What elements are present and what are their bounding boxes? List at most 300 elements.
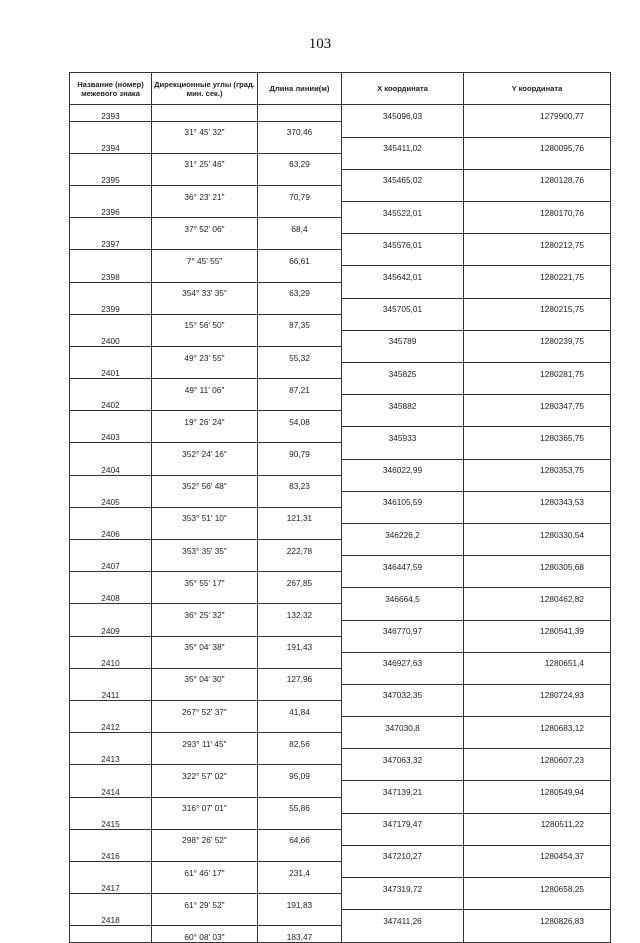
- header-length: Длина линии(м): [258, 73, 342, 105]
- table-row-segment: [70, 572, 611, 588]
- header-x: X координата: [342, 73, 464, 105]
- boundary-coordinates-table: [69, 72, 611, 943]
- x-coordinate-cell: 347063,32: [342, 749, 464, 765]
- x-empty-cell: [342, 668, 464, 684]
- name-empty-cell: [70, 282, 152, 298]
- angle-empty-cell: [152, 652, 258, 668]
- table-row-point: [70, 523, 611, 539]
- line-length-cell: 267,85: [258, 572, 342, 588]
- x-empty-cell: [342, 153, 464, 169]
- direction-angle-cell: 60° 08' 03": [152, 926, 258, 943]
- y-empty-cell: [464, 443, 611, 459]
- direction-angle-cell: 322° 57' 02": [152, 765, 258, 781]
- x-coordinate-cell: 346105,59: [342, 491, 464, 507]
- y-empty-cell: [464, 282, 611, 298]
- y-empty-cell: [464, 829, 611, 845]
- line-length-cell: 90,79: [258, 443, 342, 459]
- marker-name-cell: 2416: [70, 845, 152, 861]
- table-row-segment: [70, 250, 611, 266]
- table-row-segment: [70, 185, 611, 201]
- x-coordinate-cell: 347139,21: [342, 781, 464, 797]
- length-empty-cell: [258, 234, 342, 250]
- x-coordinate-cell: 345882: [342, 395, 464, 411]
- y-empty-cell: [464, 314, 611, 330]
- y-coordinate-cell: 1279900,77: [464, 105, 611, 122]
- angle-empty-cell: [152, 620, 258, 636]
- x-coordinate-cell: 347179,47: [342, 813, 464, 829]
- x-empty-cell: [342, 926, 464, 943]
- marker-name-cell: 2404: [70, 459, 152, 475]
- length-empty-cell: [258, 427, 342, 443]
- length-empty-cell: [258, 588, 342, 604]
- line-length-cell: 87,21: [258, 379, 342, 395]
- marker-name-cell: 2400: [70, 330, 152, 346]
- y-coordinate-cell: 1280462,82: [464, 588, 611, 604]
- length-empty-cell: [258, 684, 342, 700]
- length-empty-cell: [258, 395, 342, 411]
- x-empty-cell: [342, 797, 464, 813]
- direction-angle-cell: 267° 52' 37": [152, 700, 258, 716]
- y-coordinate-cell: 1280330,54: [464, 523, 611, 539]
- x-empty-cell: [342, 250, 464, 266]
- table-row-point: [70, 427, 611, 443]
- name-empty-cell: [70, 636, 152, 652]
- marker-name-cell: 2406: [70, 523, 152, 539]
- x-empty-cell: [342, 700, 464, 716]
- name-empty-cell: [70, 700, 152, 716]
- table-row-segment: [70, 218, 611, 234]
- marker-name-cell: 2394: [70, 137, 152, 153]
- direction-angle-cell: 353° 35' 35": [152, 540, 258, 556]
- direction-angle-cell: 352° 24' 16": [152, 443, 258, 459]
- direction-angle-cell: 31° 45' 32": [152, 121, 258, 137]
- y-coordinate-cell: 1280221,75: [464, 266, 611, 282]
- table-row-segment: [70, 733, 611, 749]
- y-coordinate-cell: 1280607,23: [464, 749, 611, 765]
- y-coordinate-cell: 1280826,83: [464, 910, 611, 926]
- line-length-cell: 66,61: [258, 250, 342, 266]
- y-coordinate-cell: 1280281,75: [464, 363, 611, 379]
- marker-name-cell: 2397: [70, 234, 152, 250]
- line-length-cell: 370,46: [258, 121, 342, 137]
- length-empty-cell: [258, 523, 342, 539]
- name-empty-cell: [70, 894, 152, 910]
- angle-empty-cell: [152, 878, 258, 894]
- table-row-point: [70, 910, 611, 926]
- header-y: Y координата: [464, 73, 611, 105]
- marker-name-cell: 2407: [70, 556, 152, 572]
- table-row-point: [70, 652, 611, 668]
- y-coordinate-cell: 1280305,68: [464, 556, 611, 572]
- x-empty-cell: [342, 314, 464, 330]
- name-empty-cell: [70, 411, 152, 427]
- x-empty-cell: [342, 540, 464, 556]
- table-row-point: [70, 137, 611, 153]
- table-row-segment: [70, 314, 611, 330]
- angle-empty-cell: [152, 491, 258, 507]
- table-row-point: [70, 266, 611, 282]
- table-row-point: [70, 169, 611, 185]
- x-coordinate-cell: 345705,01: [342, 298, 464, 314]
- table-row-segment: [70, 153, 611, 169]
- table-row-point: [70, 749, 611, 765]
- marker-name-cell: 2412: [70, 717, 152, 733]
- length-empty-cell: [258, 169, 342, 185]
- table-row-point: [70, 684, 611, 700]
- angle-empty-cell: [152, 459, 258, 475]
- length-empty-cell: [258, 363, 342, 379]
- direction-angle-cell: 293° 11' 45": [152, 733, 258, 749]
- line-length-cell: 63,29: [258, 153, 342, 169]
- name-empty-cell: [70, 121, 152, 137]
- name-empty-cell: [70, 540, 152, 556]
- name-empty-cell: [70, 668, 152, 684]
- length-empty-cell: [258, 813, 342, 829]
- table-row-point: [70, 395, 611, 411]
- direction-angle-cell: 49° 23' 55": [152, 346, 258, 362]
- x-coordinate-cell: 346447,59: [342, 556, 464, 572]
- length-empty-cell: [258, 749, 342, 765]
- length-empty-cell: [258, 266, 342, 282]
- name-empty-cell: [70, 443, 152, 459]
- x-empty-cell: [342, 861, 464, 877]
- angle-empty-cell: [152, 202, 258, 218]
- table-header-row: [70, 73, 611, 105]
- angle-empty-cell: [152, 266, 258, 282]
- x-empty-cell: [342, 733, 464, 749]
- y-empty-cell: [464, 121, 611, 137]
- x-coordinate-cell: 345642,01: [342, 266, 464, 282]
- marker-name-cell: 2399: [70, 298, 152, 314]
- x-coordinate-cell: 345825: [342, 363, 464, 379]
- table-row-segment: [70, 443, 611, 459]
- direction-angle-cell: 49° 11' 06": [152, 379, 258, 395]
- x-empty-cell: [342, 894, 464, 910]
- direction-angle-cell: 61° 46' 17": [152, 861, 258, 877]
- table-row-segment: [70, 668, 611, 684]
- direction-angle-cell: 19° 26' 24": [152, 411, 258, 427]
- direction-angle-cell: 35° 04' 38": [152, 636, 258, 652]
- x-coordinate-cell: 345576,01: [342, 234, 464, 250]
- marker-name-cell: 2415: [70, 813, 152, 829]
- table-row-segment: [70, 346, 611, 362]
- angle-empty-cell: [152, 717, 258, 733]
- line-length-cell: 127,96: [258, 668, 342, 684]
- table-row-point: [70, 234, 611, 250]
- x-empty-cell: [342, 346, 464, 362]
- line-length-cell: 95,09: [258, 765, 342, 781]
- x-coordinate-cell: 347319,72: [342, 878, 464, 894]
- line-length-cell: 55,32: [258, 346, 342, 362]
- angle-empty-cell: [152, 105, 258, 122]
- line-length-cell: 222,78: [258, 540, 342, 556]
- direction-angle-cell: 36° 25' 32": [152, 604, 258, 620]
- name-empty-cell: [70, 218, 152, 234]
- name-empty-cell: [70, 346, 152, 362]
- y-coordinate-cell: 1280651,4: [464, 652, 611, 668]
- name-empty-cell: [70, 572, 152, 588]
- y-empty-cell: [464, 894, 611, 910]
- x-empty-cell: [342, 507, 464, 523]
- x-coordinate-cell: 345096,03: [342, 105, 464, 122]
- angle-empty-cell: [152, 749, 258, 765]
- table-row-point: [70, 813, 611, 829]
- y-empty-cell: [464, 153, 611, 169]
- y-empty-cell: [464, 250, 611, 266]
- name-empty-cell: [70, 153, 152, 169]
- y-empty-cell: [464, 507, 611, 523]
- x-coordinate-cell: 347210,27: [342, 845, 464, 861]
- name-empty-cell: [70, 185, 152, 201]
- name-empty-cell: [70, 379, 152, 395]
- table-row-segment: [70, 379, 611, 395]
- table-row-point: [70, 330, 611, 346]
- table-row-segment: [70, 894, 611, 910]
- marker-name-cell: 2417: [70, 878, 152, 894]
- name-empty-cell: [70, 250, 152, 266]
- table-row-point: [70, 459, 611, 475]
- header-angle: Дирекционные углы (град. мин. сек.): [152, 73, 258, 105]
- angle-empty-cell: [152, 523, 258, 539]
- table-row-point: [70, 845, 611, 861]
- table-row-segment: [70, 540, 611, 556]
- y-empty-cell: [464, 346, 611, 362]
- y-coordinate-cell: 1280365,75: [464, 427, 611, 443]
- table-row-segment: [70, 926, 611, 943]
- y-coordinate-cell: 1280128,76: [464, 169, 611, 185]
- line-length-cell: 191,43: [258, 636, 342, 652]
- direction-angle-cell: 316° 07' 01": [152, 797, 258, 813]
- header-name: Название (номер) межевого знака: [70, 73, 152, 105]
- table-row-point: [70, 878, 611, 894]
- marker-name-cell: 2393: [70, 105, 152, 122]
- y-empty-cell: [464, 765, 611, 781]
- line-length-cell: 83,23: [258, 475, 342, 491]
- direction-angle-cell: 352° 56' 48": [152, 475, 258, 491]
- angle-empty-cell: [152, 234, 258, 250]
- y-coordinate-cell: 1280724,93: [464, 684, 611, 700]
- y-empty-cell: [464, 379, 611, 395]
- marker-name-cell: 2409: [70, 620, 152, 636]
- table-row-segment: [70, 475, 611, 491]
- x-coordinate-cell: 347032,35: [342, 684, 464, 700]
- x-empty-cell: [342, 604, 464, 620]
- x-coordinate-cell: 346226,2: [342, 523, 464, 539]
- marker-name-cell: 2402: [70, 395, 152, 411]
- length-empty-cell: [258, 781, 342, 797]
- y-empty-cell: [464, 604, 611, 620]
- x-empty-cell: [342, 411, 464, 427]
- direction-angle-cell: 61° 29' 52": [152, 894, 258, 910]
- x-coordinate-cell: 347030,8: [342, 717, 464, 733]
- length-empty-cell: [258, 845, 342, 861]
- line-length-cell: 55,86: [258, 797, 342, 813]
- y-empty-cell: [464, 411, 611, 427]
- x-coordinate-cell: 345411,02: [342, 137, 464, 153]
- table-row-segment: [70, 411, 611, 427]
- marker-name-cell: 2413: [70, 749, 152, 765]
- line-length-cell: 70,79: [258, 185, 342, 201]
- length-empty-cell: [258, 330, 342, 346]
- angle-empty-cell: [152, 684, 258, 700]
- line-length-cell: 64,66: [258, 829, 342, 845]
- name-empty-cell: [70, 829, 152, 845]
- table-body: [70, 105, 611, 943]
- length-empty-cell: [258, 298, 342, 314]
- y-coordinate-cell: 1280239,75: [464, 330, 611, 346]
- angle-empty-cell: [152, 363, 258, 379]
- marker-name-cell: 2408: [70, 588, 152, 604]
- length-empty-cell: [258, 491, 342, 507]
- angle-empty-cell: [152, 427, 258, 443]
- x-empty-cell: [342, 121, 464, 137]
- table-row-point: [70, 588, 611, 604]
- angle-empty-cell: [152, 169, 258, 185]
- length-empty-cell: [258, 910, 342, 926]
- direction-angle-cell: 353° 51' 10": [152, 507, 258, 523]
- line-length-cell: 231,4: [258, 861, 342, 877]
- table-row-point: [70, 298, 611, 314]
- x-coordinate-cell: 346927,63: [342, 652, 464, 668]
- y-empty-cell: [464, 185, 611, 201]
- line-length-cell: 132,32: [258, 604, 342, 620]
- length-empty-cell: [258, 137, 342, 153]
- x-empty-cell: [342, 572, 464, 588]
- line-length-cell: 68,4: [258, 218, 342, 234]
- direction-angle-cell: 35° 55' 17": [152, 572, 258, 588]
- angle-empty-cell: [152, 813, 258, 829]
- x-empty-cell: [342, 443, 464, 459]
- x-empty-cell: [342, 185, 464, 201]
- table-row-point: [70, 202, 611, 218]
- x-coordinate-cell: 345522,01: [342, 202, 464, 218]
- x-empty-cell: [342, 379, 464, 395]
- x-empty-cell: [342, 636, 464, 652]
- y-empty-cell: [464, 636, 611, 652]
- direction-angle-cell: 36° 23' 21": [152, 185, 258, 201]
- table-row-segment: [70, 829, 611, 845]
- page-number: 103: [308, 36, 332, 52]
- y-empty-cell: [464, 733, 611, 749]
- line-length-cell: 191,83: [258, 894, 342, 910]
- length-empty-cell: [258, 105, 342, 122]
- y-coordinate-cell: 1280511,22: [464, 813, 611, 829]
- x-coordinate-cell: 346664,5: [342, 588, 464, 604]
- line-length-cell: 183,47: [258, 926, 342, 943]
- length-empty-cell: [258, 717, 342, 733]
- marker-name-cell: 2395: [70, 169, 152, 185]
- table-row-segment: [70, 121, 611, 137]
- marker-name-cell: 2418: [70, 910, 152, 926]
- y-empty-cell: [464, 540, 611, 556]
- table-row-point: [70, 491, 611, 507]
- y-empty-cell: [464, 218, 611, 234]
- table-row-point: [70, 556, 611, 572]
- y-empty-cell: [464, 668, 611, 684]
- table-row-segment: [70, 765, 611, 781]
- y-coordinate-cell: 1280095,76: [464, 137, 611, 153]
- table-row-point: [70, 363, 611, 379]
- y-coordinate-cell: 1280215,75: [464, 298, 611, 314]
- angle-empty-cell: [152, 556, 258, 572]
- line-length-cell: 121,31: [258, 507, 342, 523]
- angle-empty-cell: [152, 781, 258, 797]
- line-length-cell: 87,35: [258, 314, 342, 330]
- table-row-point: [70, 781, 611, 797]
- table-row-segment: [70, 507, 611, 523]
- y-empty-cell: [464, 475, 611, 491]
- x-empty-cell: [342, 475, 464, 491]
- line-length-cell: 63,29: [258, 282, 342, 298]
- table-row-segment: [70, 604, 611, 620]
- x-empty-cell: [342, 829, 464, 845]
- marker-name-cell: 2396: [70, 202, 152, 218]
- marker-name-cell: 2405: [70, 491, 152, 507]
- y-empty-cell: [464, 572, 611, 588]
- direction-angle-cell: 15° 56' 50": [152, 314, 258, 330]
- y-coordinate-cell: 1280683,12: [464, 717, 611, 733]
- marker-name-cell: 2398: [70, 266, 152, 282]
- angle-empty-cell: [152, 395, 258, 411]
- line-length-cell: 82,56: [258, 733, 342, 749]
- y-coordinate-cell: 1280353,75: [464, 459, 611, 475]
- angle-empty-cell: [152, 298, 258, 314]
- length-empty-cell: [258, 556, 342, 572]
- y-coordinate-cell: 1280541,39: [464, 620, 611, 636]
- direction-angle-cell: 37° 52' 06": [152, 218, 258, 234]
- direction-angle-cell: 354° 33' 35": [152, 282, 258, 298]
- table-row-segment: [70, 797, 611, 813]
- direction-angle-cell: 31° 25' 46": [152, 153, 258, 169]
- marker-name-cell: 2410: [70, 652, 152, 668]
- x-empty-cell: [342, 765, 464, 781]
- name-empty-cell: [70, 314, 152, 330]
- name-empty-cell: [70, 765, 152, 781]
- table-row-point: [70, 717, 611, 733]
- length-empty-cell: [258, 459, 342, 475]
- line-length-cell: 41,84: [258, 700, 342, 716]
- line-length-cell: 54,08: [258, 411, 342, 427]
- x-coordinate-cell: 345933: [342, 427, 464, 443]
- marker-name-cell: 2401: [70, 363, 152, 379]
- x-coordinate-cell: 346770,97: [342, 620, 464, 636]
- name-empty-cell: [70, 507, 152, 523]
- y-coordinate-cell: 1280343,53: [464, 491, 611, 507]
- name-empty-cell: [70, 475, 152, 491]
- angle-empty-cell: [152, 910, 258, 926]
- length-empty-cell: [258, 620, 342, 636]
- table-row-segment: [70, 861, 611, 877]
- direction-angle-cell: 7° 45' 55": [152, 250, 258, 266]
- y-coordinate-cell: 1280347,75: [464, 395, 611, 411]
- table-row-point: [70, 620, 611, 636]
- y-coordinate-cell: 1280212,75: [464, 234, 611, 250]
- angle-empty-cell: [152, 137, 258, 153]
- y-coordinate-cell: 1280549,94: [464, 781, 611, 797]
- marker-name-cell: 2403: [70, 427, 152, 443]
- length-empty-cell: [258, 202, 342, 218]
- x-coordinate-cell: 345465,02: [342, 169, 464, 185]
- x-coordinate-cell: 346022,99: [342, 459, 464, 475]
- table-row-segment: [70, 636, 611, 652]
- name-empty-cell: [70, 861, 152, 877]
- y-empty-cell: [464, 700, 611, 716]
- angle-empty-cell: [152, 588, 258, 604]
- y-empty-cell: [464, 861, 611, 877]
- y-coordinate-cell: 1280170,76: [464, 202, 611, 218]
- table-row-segment: [70, 282, 611, 298]
- marker-name-cell: 2411: [70, 684, 152, 700]
